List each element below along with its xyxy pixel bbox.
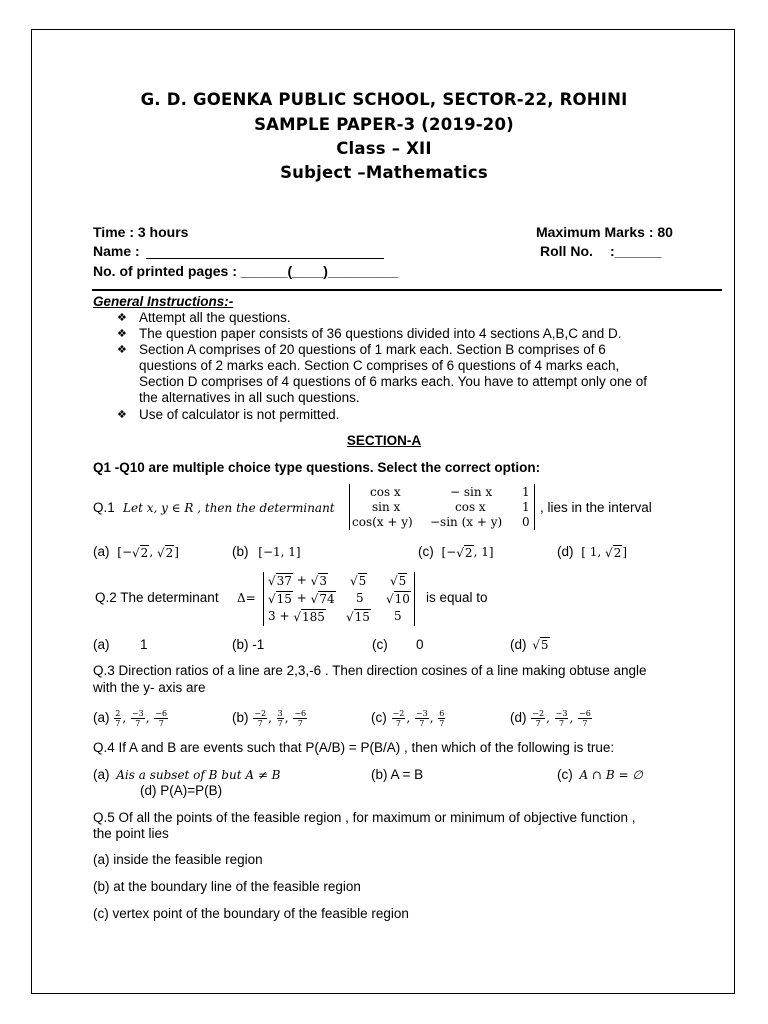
q1-label: Q.1 bbox=[93, 500, 115, 515]
q4-opt-a[interactable]: (a) Ais a subset of B but A ≠ B bbox=[93, 767, 281, 782]
q3-text-line2: with the y- axis are bbox=[93, 680, 206, 695]
q5-opt-a[interactable]: (a) inside the feasible region bbox=[93, 852, 263, 867]
q2-opt-c-value: 0 bbox=[416, 637, 424, 652]
q1-opt-d[interactable]: (d) [ 1, √2] bbox=[557, 544, 628, 560]
q1-m21: sin x bbox=[372, 500, 401, 514]
section-intro: Q1 -Q10 are multiple choice type questions. Select the correct option: bbox=[93, 460, 541, 475]
max-marks: Maximum Marks : 80 bbox=[536, 224, 673, 240]
q3-text-line1: Q.3 Direction ratios of a line are 2,3,-6 . Then direction cosines of a line making obtuse angle bbox=[93, 663, 647, 678]
q5-text-line2: the point lies bbox=[93, 826, 169, 841]
q1-m33: 0 bbox=[522, 515, 530, 529]
det-bar-left bbox=[263, 572, 264, 626]
roll-label: Roll No. bbox=[540, 243, 593, 259]
q1-m11: cos x bbox=[370, 485, 401, 499]
q1-m12: − sin x bbox=[450, 485, 493, 499]
q1-opt-c[interactable]: (c) [−√2, 1] bbox=[418, 544, 494, 560]
divider bbox=[92, 289, 722, 291]
q4-opt-d[interactable]: (d) P(A)=P(B) bbox=[140, 783, 223, 798]
q2-tail: is equal to bbox=[426, 590, 488, 605]
q2-m33: 5 bbox=[394, 609, 402, 623]
q5-opt-c[interactable]: (c) vertex point of the boundary of the feasible region bbox=[93, 906, 409, 921]
q2-delta: Δ= bbox=[237, 591, 256, 605]
q3-opt-b[interactable]: (b) $\frac{-2}{7}$ , $\frac{3}{7}$ , $\frac{-6}{7}$ bbox=[232, 709, 307, 728]
bullet-icon: ❖ bbox=[117, 312, 127, 324]
q2-m12: √5 bbox=[350, 573, 367, 588]
subject-title: Subject –Mathematics bbox=[280, 163, 488, 182]
det-bar-left bbox=[349, 484, 350, 530]
q2-m23: √10 bbox=[386, 591, 410, 606]
q3-opt-d[interactable]: (d) $\frac{-2}{7}$ , $\frac{-3}{7}$ , $\frac{-6}{7}$ bbox=[510, 709, 591, 728]
q1-m23: 1 bbox=[522, 500, 530, 514]
q1-opt-a[interactable]: (a) [−√2, √2] bbox=[93, 544, 179, 560]
q4-opt-c[interactable]: (c) A ∩ B = ∅ bbox=[557, 767, 643, 782]
name-label: Name : bbox=[93, 243, 140, 259]
q1-opt-b[interactable]: (b) [−1, 1] bbox=[232, 544, 301, 559]
q2-m31: 3 + √185 bbox=[268, 609, 325, 624]
name-blank-line[interactable] bbox=[146, 258, 384, 259]
bullet-icon: ❖ bbox=[117, 344, 127, 356]
q3-opt-a[interactable]: (a) $\frac{2}{7}$ , $\frac{-3}{7}$ , $\frac{-6}{7}$ bbox=[93, 709, 168, 728]
bullet-icon: ❖ bbox=[117, 328, 127, 340]
q2-m32: √15 bbox=[346, 609, 370, 624]
bullet-icon: ❖ bbox=[117, 409, 127, 421]
q5-opt-b[interactable]: (b) at the boundary line of the feasible region bbox=[93, 879, 361, 894]
q2-opt-c-label[interactable]: (c) bbox=[372, 637, 388, 652]
school-name: G. D. GOENKA PUBLIC SCHOOL, SECTOR-22, ROHINI bbox=[140, 90, 628, 109]
paper-title: SAMPLE PAPER-3 (2019-20) bbox=[254, 115, 514, 134]
pages-label: No. of printed pages : ______(____)_________ bbox=[93, 263, 399, 279]
q1-m31: cos(x + y) bbox=[352, 515, 413, 529]
q1-m22: cos x bbox=[455, 500, 486, 514]
q3-opt-c[interactable]: (c) $\frac{-2}{7}$ , $\frac{-3}{7}$ , $\frac{6}{7}$ bbox=[371, 709, 445, 728]
q2-opt-d[interactable]: (d) √5 bbox=[510, 637, 549, 653]
q5-text-line1: Q.5 Of all the points of the feasible region , for maximum or minimum of objective function , bbox=[93, 810, 636, 825]
q2-opt-b[interactable]: (b) -1 bbox=[232, 637, 265, 652]
q1-m13: 1 bbox=[522, 485, 530, 499]
q2-label: Q.2 The determinant bbox=[95, 590, 219, 605]
class-title: Class – XII bbox=[336, 139, 432, 158]
q4-opt-b[interactable]: (b) A = B bbox=[371, 767, 424, 782]
q4-text: Q.4 If A and B are events such that P(A/B) = P(B/A) , then which of the following is true: bbox=[93, 740, 615, 755]
q2-m13: √5 bbox=[390, 573, 407, 588]
time-label: Time : 3 hours bbox=[93, 224, 189, 240]
section-title: SECTION-A bbox=[346, 433, 422, 448]
det-bar-right bbox=[534, 484, 535, 530]
q1-lead: Let x, y ∈ R , then the determinant bbox=[123, 501, 335, 515]
q2-m11: √37 + √3 bbox=[268, 573, 327, 588]
q2-m22: 5 bbox=[356, 591, 364, 605]
q2-opt-a-label[interactable]: (a) bbox=[93, 637, 110, 652]
q2-m21: √15 + √74 bbox=[268, 591, 335, 606]
roll-blank[interactable]: :______ bbox=[610, 243, 662, 259]
det-bar-right bbox=[414, 572, 415, 626]
instructions-heading: General Instructions:- bbox=[93, 294, 234, 309]
q1-m32: −sin (x + y) bbox=[430, 515, 503, 529]
q1-tail: , lies in the interval bbox=[540, 500, 652, 515]
q2-opt-a-value: 1 bbox=[140, 637, 148, 652]
